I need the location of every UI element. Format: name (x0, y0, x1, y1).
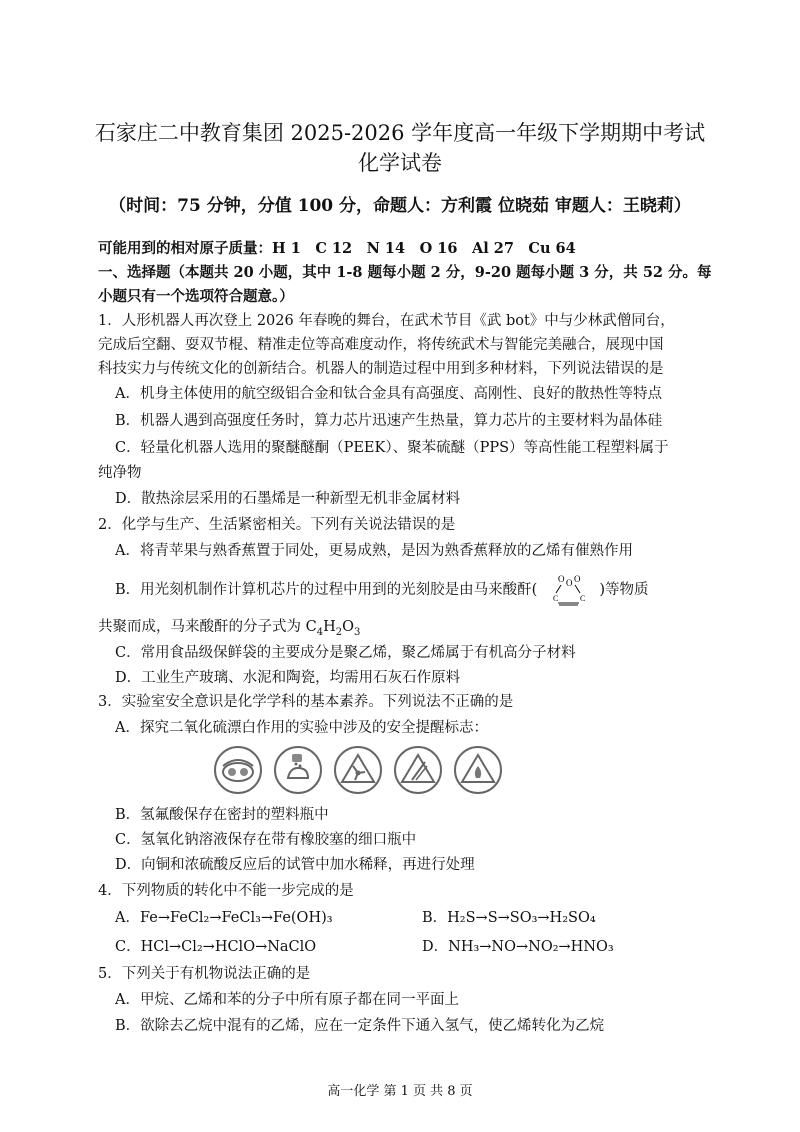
sharp-icon (395, 747, 441, 793)
q2-option-b-text: B．用光刻机制作计算机芯片的过程中用到的光刻胶是由马来酸酐( (115, 582, 538, 598)
q2-option-d: D．工业生产玻璃、水泥和陶瓷，均需用石灰石作原料 (115, 670, 461, 686)
safety-icons (212, 744, 512, 796)
q5-option-a: A．甲烷、乙烯和苯的分子中所有原子都在同一平面上 (115, 992, 459, 1008)
q5-option-b: B．欲除去乙烷中混有的乙烯，应在一定条件下通入氢气，使乙烯转化为乙烷 (115, 1018, 605, 1034)
atomic-masses: 可能用到的相对原子质量：H 1 C 12 N 14 O 16 Al 27 Cu 64 (98, 240, 576, 257)
maleic-anhydride-structure (537, 573, 599, 607)
q3-option-d: D．向铜和浓硫酸反应后的试管中加水稀释，再进行处理 (115, 857, 475, 873)
q2-option-b-text-2: )等物质 (599, 582, 649, 598)
fan-icon (335, 747, 381, 793)
q3-option-a: A．探究二氧化硫漂白作用的实验中涉及的安全提醒标志： (115, 720, 488, 736)
q1-option-c-cont: 纯净物 (98, 465, 142, 481)
q2-stem: 2．化学与生产、生活紧密相关。下列有关说法错误的是 (98, 517, 456, 533)
q5-stem: 5．下列关于有机物说法正确的是 (98, 966, 311, 982)
svg-text:O: O (574, 574, 581, 584)
exam-title (0, 118, 800, 178)
q1-stem-1: 1．人形机器人再次登上 2026 年春晚的舞台，在武术节目《武 bot》中与少林武僧同台， (98, 313, 675, 329)
q3-stem: 3．实验室安全意识是化学学科的基本素养。下列说法不正确的是 (98, 694, 514, 710)
q2-option-c: C．常用食品级保鲜袋的主要成分是聚乙烯，聚乙烯属于有机高分子材料 (115, 645, 576, 661)
exam-info: （时间：75 分钟，分值 100 分，命题人：方利霞 位晓茹 审题人：王晓莉） (109, 196, 691, 216)
q3-option-b: B．氢氟酸保存在密封的塑料瓶中 (115, 807, 329, 823)
q1-stem-3: 科技实力与传统文化的创新结合。机器人的制造过程中用到多种材料，下列说法错误的是 (98, 361, 664, 377)
goggles-icon (215, 747, 261, 793)
q4-option-a: A．Fe→FeCl₂→FeCl₃→Fe(OH)₃ (115, 910, 333, 926)
q4-option-c: C．HCl→Cl₂→HClO→NaClO (115, 939, 317, 955)
section-1-heading-cont: 小题只有一个选项符合题意。） (98, 288, 294, 305)
q2-option-a: A．将青苹果与熟香蕉置于同处，更易成熟，是因为熟香蕉释放的乙烯有催熟作用 (115, 543, 633, 559)
title-line-1: 石家庄二中教育集团 2025-2026 学年度高一年级下学期期中考试 (94, 121, 706, 145)
q1-stem-2: 完成后空翻、耍双节棍、精准走位等高难度动作，将传统武术与智能完美融合，展现中国 (98, 337, 664, 353)
q4-stem: 4．下列物质的转化中不能一步完成的是 (98, 883, 354, 899)
title-line-2: 化学试卷 (358, 151, 442, 175)
hand-wash-icon (275, 747, 321, 793)
page-footer: 高一化学 第 1 页 共 8 页 (327, 1084, 473, 1099)
q1-option-d: D．散热涂层采用的石墨烯是一种新型无机非金属材料 (115, 491, 461, 507)
q1-option-c: C．轻量化机器人选用的聚醚醚酮（PEEK）、聚苯硫醚（PPS）等高性能工程塑料属于 (115, 440, 669, 456)
q2-option-b-cont: 共聚而成，马来酸酐的分子式为 $C_4H_2O_3$ (98, 619, 361, 638)
q4-option-d: D．NH₃→NO→NO₂→HNO₃ (422, 939, 614, 955)
svg-text:C: C (553, 594, 559, 603)
q2-option-b (115, 573, 648, 607)
fire-icon (455, 747, 501, 793)
section-1-heading: 一、选择题（本题共 20 小题，其中 1-8 题每小题 2 分，9-20 题每小题 3 分，共 52 分。每 (98, 264, 712, 281)
q3-option-c: C．氢氧化钠溶液保存在带有橡胶塞的细口瓶中 (115, 832, 417, 848)
q1-option-a: A．机身主体使用的航空级铝合金和钛合金具有高强度、高刚性、良好的散热性等特点 (115, 386, 662, 402)
svg-text:C: C (580, 594, 586, 603)
svg-text:O: O (566, 578, 573, 588)
svg-text:O: O (558, 574, 565, 584)
q4-option-b: B．H₂S→S→SO₃→H₂SO₄ (422, 910, 596, 926)
q1-option-b: B．机器人遇到高强度任务时，算力芯片迅速产生热量，算力芯片的主要材料为晶体硅 (115, 413, 663, 429)
